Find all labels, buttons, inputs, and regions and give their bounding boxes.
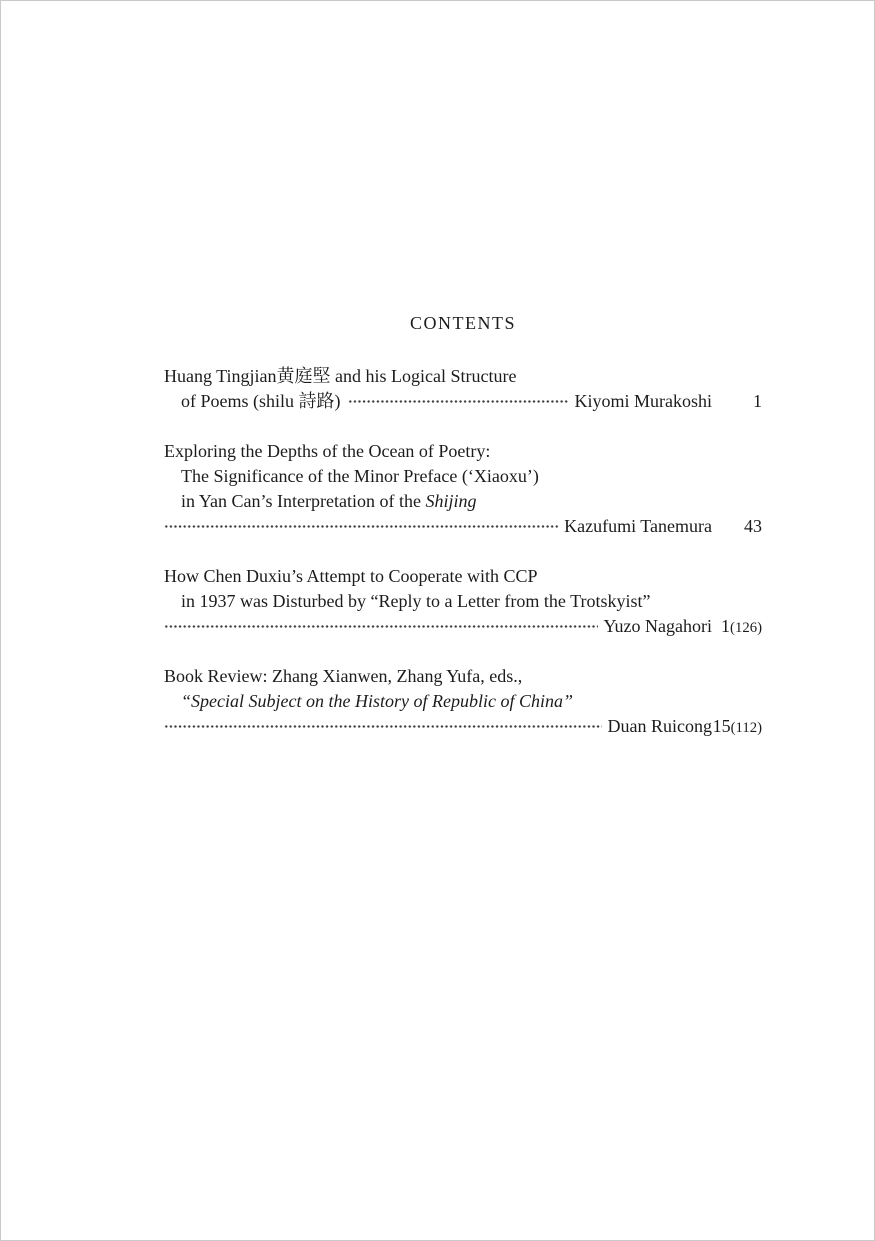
entry2-line3-italic: Shijing xyxy=(425,491,477,511)
page-title: CONTENTS xyxy=(410,313,516,333)
toc-entry-ocean-of-poetry xyxy=(164,439,762,541)
entry4-page-paren: (112) xyxy=(730,720,762,736)
entry2-line2: The Significance of the Minor Preface (‘Xiaoxu’) xyxy=(181,466,539,486)
entry1-line2-text xyxy=(181,389,345,414)
entry2-line3-text: in Yan Can’s Interpretation of the xyxy=(181,491,426,511)
entry3-page-paren: (126) xyxy=(730,620,762,636)
toc-entry-book-review xyxy=(164,664,762,741)
entry3-page: 1 xyxy=(721,616,731,636)
entry1-line1-text2: and his Logical Structure xyxy=(330,366,517,386)
entry1-line2-text2: ) xyxy=(334,391,346,411)
dotted-leader xyxy=(164,721,602,732)
entry4-page: 15 xyxy=(712,716,731,736)
entry3-line2: in 1937 was Disturbed by “Reply to a Letter from the Trotskyist” xyxy=(181,591,651,611)
dotted-leader xyxy=(164,521,558,532)
entry2-page: 43 xyxy=(744,516,762,536)
entry2-line1: Exploring the Depths of the Ocean of Poetry: xyxy=(164,441,491,461)
entry4-author: Duan Ruicong xyxy=(607,716,712,736)
entry1-author: Kiyomi Murakoshi xyxy=(574,391,712,411)
entry3-line1: How Chen Duxiu’s Attempt to Cooperate with CCP xyxy=(164,566,538,586)
entry3-page-number xyxy=(712,614,762,641)
dotted-leader xyxy=(348,396,568,407)
entry1-line2-cjk: 詩路 xyxy=(298,391,335,412)
entry2-author: Kazufumi Tanemura xyxy=(564,516,712,536)
toc-entry-chen-duxiu xyxy=(164,564,762,641)
toc-entry-huang-tingjian xyxy=(164,364,762,416)
dotted-leader xyxy=(164,621,598,632)
entry1-line1-text1: Huang Tingjian xyxy=(164,366,277,386)
entry1-page-number xyxy=(712,389,762,416)
entry1-line1 xyxy=(164,364,762,389)
entry4-line3 xyxy=(164,714,762,741)
entry4-line1: Book Review: Zhang Xianwen, Zhang Yufa, eds., xyxy=(164,666,523,686)
entry1-page: 1 xyxy=(753,391,762,411)
toc-content xyxy=(164,311,762,764)
entry3-line3 xyxy=(164,614,762,641)
entry4-line2: “Special Subject on the History of Republic of China” xyxy=(181,691,573,711)
entry1-line2-text1: of Poems (shilu xyxy=(181,391,299,411)
entry2-line3 xyxy=(164,489,762,514)
entry4-page-number xyxy=(712,714,762,741)
entry2-line4 xyxy=(164,514,762,541)
entry3-author: Yuzo Nagahori xyxy=(603,616,712,636)
entry1-line2 xyxy=(164,389,762,416)
entry1-line1-cjk: 黄庭堅 xyxy=(276,366,331,387)
entry2-page-number xyxy=(712,514,762,541)
